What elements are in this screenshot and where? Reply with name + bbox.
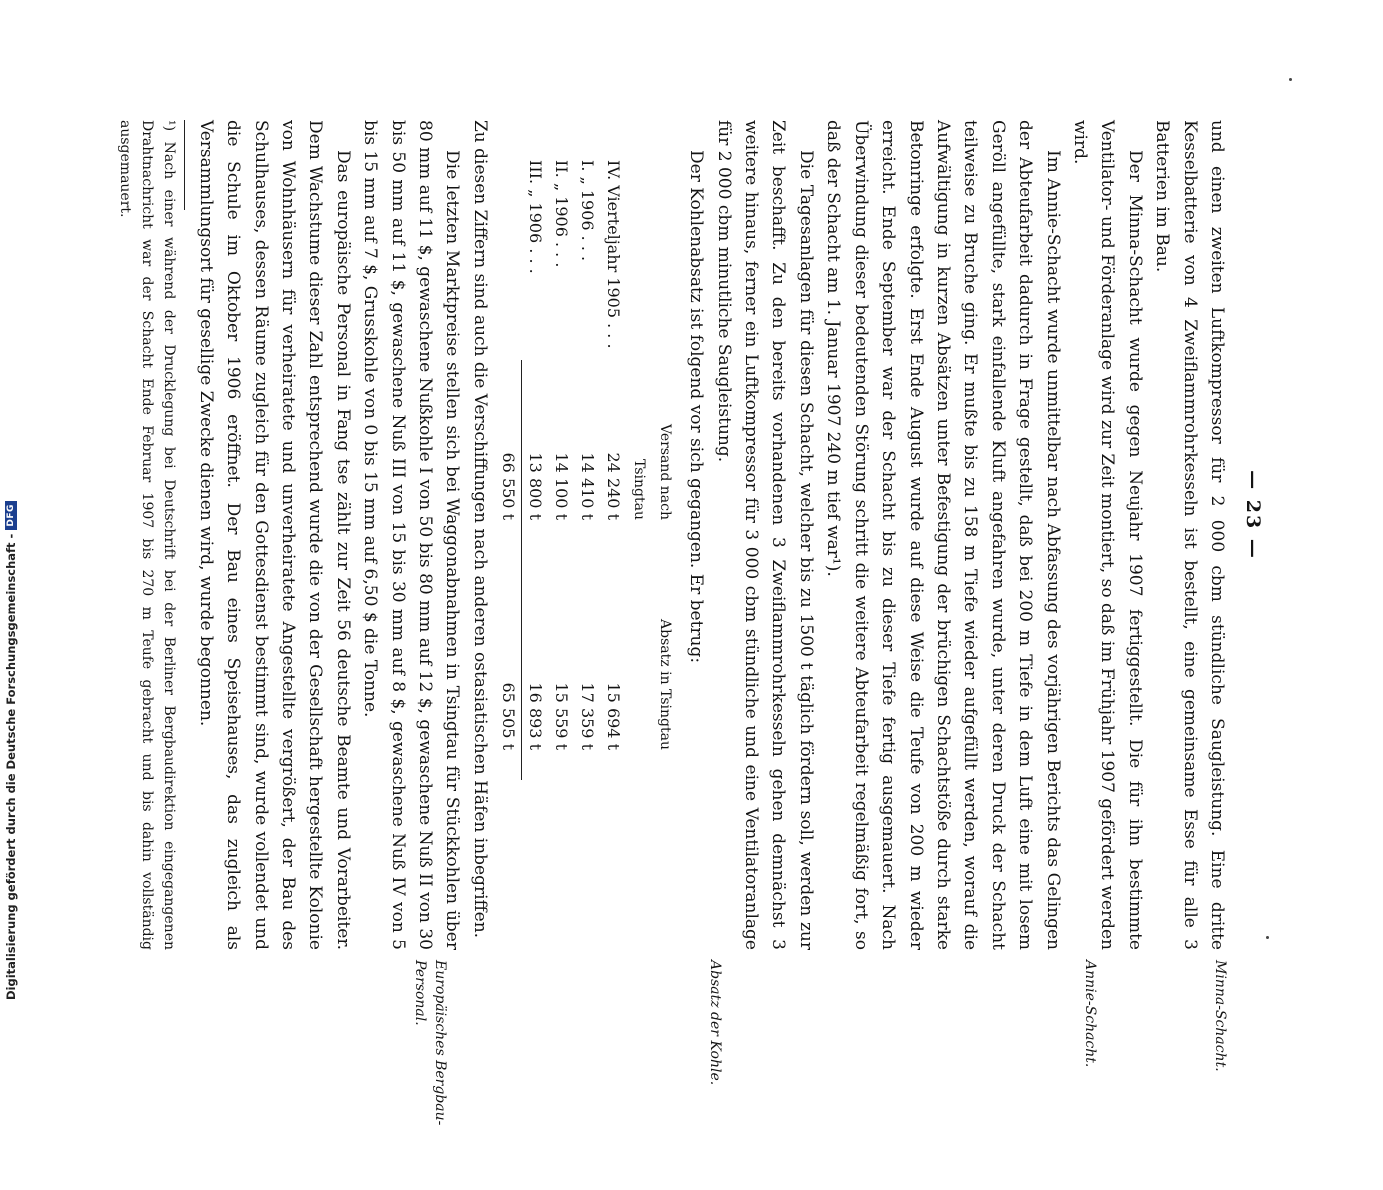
table-cell: I. „ 1906 . . .	[577, 160, 597, 262]
margin-note-personal: Europäisches Bergbau-Personal.	[412, 960, 448, 1126]
main-text	[114, 120, 1230, 950]
table-row	[522, 160, 548, 820]
table-row	[574, 160, 600, 820]
table-total-row	[495, 360, 522, 780]
table-cell: 14 410 t	[577, 452, 597, 520]
table-cell: 14 100 t	[551, 452, 571, 520]
table-cell: III. „ 1906 . . .	[525, 160, 545, 274]
paragraph: Die Tagesanlagen für diesen Schacht, welcher bis zu 1500 t täglich fördern soll, werden zur Zeit beschafft. Zu den bereits vorhandenen 3 Zweiflammrohrkesseln gehen demnächst 3 weitere hinaus, ferner ein Luftkompressor für 3 000 cbm stündliche und eine Ventilatoranlage für 2 000 cbm minutliche Saugleistung.	[713, 120, 816, 950]
table-cell: 15 559 t	[551, 682, 571, 750]
table-cell: 15 694 t	[603, 682, 623, 750]
paragraph: Im Annie-Schacht wurde unmittelbar nach Abfassung des vorjährigen Berichts das Gelingen der Abteufarbeit dadurch in Frage gestellt, daß bei 200 m Tiefe in dem Luft eine mit losem Geröll angefüllte, stark einfallende Kluft angefahren wurde, unter deren Druck der Schacht teilweise zu Bruche ging. Er mußte bis zu 158 m Tiefe wieder aufgefüllt werden, worauf die Aufwältigung in kurzen Absätzen unter Befestigung der brüchigen Schachtstöße durch starke Betonringe erfolgte. Erst Ende August wurde auf diese Weise die Teufe von 200 m wieder erreicht. Ende September war der Schacht bis zu dieser Tiefe fertig ausgemauert. Nach Überwindung dieser bedeutenden Störung schritt die weitere Abteufarbeit regelmäßig fort, so daß der Schacht am 1. Januar 1907 240 m tief war¹).	[823, 120, 1063, 950]
table-cell: IV. Vierteljahr 1905 . . .	[603, 160, 623, 349]
paragraph: Die letzten Marktpreise stellen sich bei Waggonabnahmen in Tsingtau für Stückkohlen über 80 mm auf 11 $, gewaschene Nußkohle I von 50 bis 80 mm auf 12 $, gewaschene Nuß II von 30 bis 50 mm auf 11 $, gewaschene Nuß III von 15 bis 30 mm auf 8 $, gewaschene Nuß IV von 5 bis 15 mm auf 7 $, Grusskohle von 0 bis 15 mm auf 6,50 $ die Tonne.	[360, 120, 463, 950]
dfg-logo-icon: DFG	[5, 501, 17, 530]
dfg-watermark	[0, 504, 22, 1000]
paragraph: Das europäische Personal in Fang tse zählt zur Zeit 56 deutsche Beamte und Vorarbeiter. Dem Wachstume dieser Zahl entsprechend wurde die von der Gesellschaft hergestellte Kolonie von Wohnhäusern für verheiratete und unverheiratete Angestellte vergrößert, der Bau des Schulhauses, dessen Räume zugleich für den Gottesdienst bestimmt sind, wurde vollendet und die Schule im Oktober 1906 eröffnet. Der Bau eines Speisehauses, das zugleich als Versammlungsort für gesellige Zwecke dienen wird, wurde begonnen.	[195, 120, 353, 950]
coal-sales-table	[495, 160, 678, 820]
table-row	[600, 160, 626, 820]
margin-note-minna: Minna-Schacht.	[1212, 960, 1228, 1072]
margin-note-annie: Annie-Schacht.	[1082, 960, 1098, 1068]
table-header-cell: Versand nach Tsingtau	[630, 424, 673, 520]
table-cell: 17 359 t	[577, 682, 597, 750]
table-header	[626, 160, 678, 820]
table-cell: 16 893 t	[525, 682, 545, 750]
document-page	[117, 60, 1270, 1126]
table-total-cell: 66 550 t	[498, 452, 518, 520]
table-header-cell: Absatz in Tsingtau	[656, 619, 673, 750]
table-total-cell: 65 505 t	[498, 682, 518, 750]
scan-speck	[1266, 936, 1269, 939]
margin-note-absatz: Absatz der Kohle.	[707, 960, 723, 1086]
footnote: ¹) Nach einer während der Drucklegung bei Deutschrift bei der Berliner Bergbaudirektion eingegangenen Drahtnachricht war der Schacht Ende Februar 1907 bis 270 m Teufe gebracht und bis dahin vollständig ausgemauert.	[117, 120, 178, 950]
watermark-text: Digitalisierung gefördert durch die Deutsche Forschungsgemeinschaft -	[4, 533, 18, 1000]
paragraph: und einen zweiten Luftkompressor für 2 000 cbm stündliche Saugleistung. Eine dritte Kesselbatterie von 4 Zweiflammrohrkesseln ist bestellt, eine gemeinsame Esse für alle 3 Batterien im Bau.	[1152, 120, 1227, 950]
paragraph: Der Minna-Schacht wurde gegen Neujahr 1907 fertiggestellt. Die für ihn bestimmte Ventilator- und Förderanlage wird zur Zeit montiert, so daß im Frühjahr 1907 gefördert werden wird.	[1069, 120, 1145, 950]
scan-speck	[1289, 78, 1292, 81]
table-cell: 13 800 t	[525, 452, 545, 520]
page-number: — 23 —	[1242, 470, 1264, 560]
table-cell: II. „ 1906 . . .	[551, 160, 571, 268]
table-row	[548, 160, 574, 820]
paragraph: Zu diesen Ziffern sind auch die Verschiffungen nach anderen ostasiatischen Häfen inbegriffen.	[469, 120, 490, 939]
footnote-rule	[184, 120, 185, 210]
table-cell: 24 240 t	[603, 452, 623, 520]
table-header-cell	[626, 160, 678, 360]
paragraph: Der Kohlenabsatz ist folgend vor sich gegangen. Er betrug:	[686, 150, 707, 664]
